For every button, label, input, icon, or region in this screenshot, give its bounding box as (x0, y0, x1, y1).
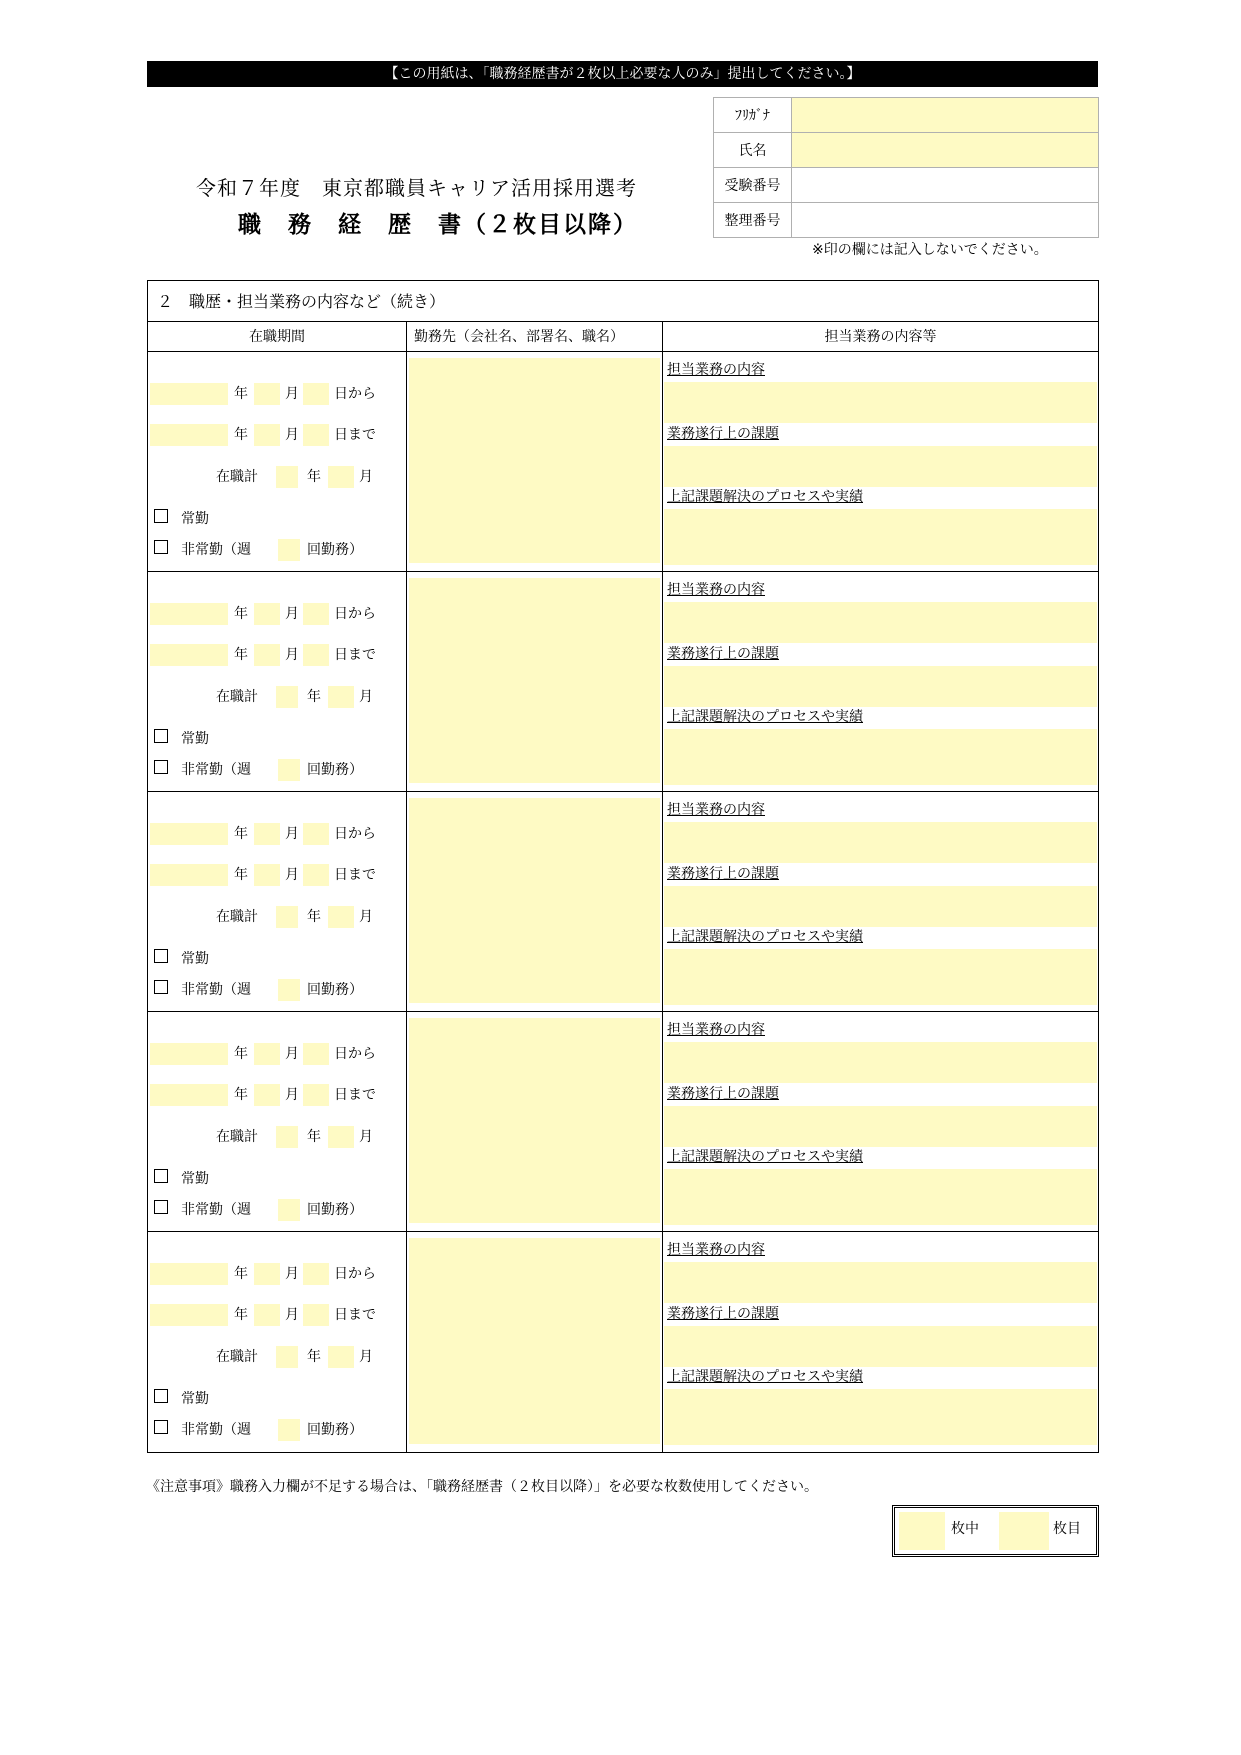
exam-number-label: 受験番号 (714, 168, 792, 203)
day-from-label: 日から (334, 1046, 376, 1062)
start-year-field[interactable] (150, 1263, 228, 1285)
total-tenure-label: 在職計 (216, 1349, 258, 1365)
duty-process-field[interactable] (664, 509, 1097, 565)
employment-period-cell (148, 352, 407, 571)
parttime-suffix-label: 回勤務） (307, 982, 363, 998)
parttime-checkbox[interactable] (154, 540, 168, 554)
year-label: 年 (307, 689, 321, 705)
end-day-field[interactable] (303, 424, 329, 446)
year-label: 年 (234, 386, 248, 402)
total-tenure-label: 在職計 (216, 1129, 258, 1145)
employer-cell (407, 1012, 663, 1231)
duty-process-label: 上記課題解決のプロセスや実績 (667, 709, 863, 725)
furigana-label: ﾌﾘｶﾞﾅ (714, 98, 792, 133)
page-number-label: 枚目 (1053, 1521, 1081, 1537)
end-day-field[interactable] (303, 644, 329, 666)
total-years-field[interactable] (276, 686, 298, 708)
employment-period-cell (148, 792, 407, 1011)
month-label: 月 (359, 1349, 373, 1365)
month-label: 月 (285, 867, 299, 883)
start-year-field[interactable] (150, 823, 228, 845)
month-label: 月 (359, 909, 373, 925)
days-per-week-field[interactable] (278, 1419, 300, 1441)
duty-issues-label: 業務遂行上の課題 (667, 426, 779, 442)
applicant-id-table (713, 97, 1099, 238)
year-label: 年 (307, 909, 321, 925)
duty-process-label: 上記課題解決のプロセスや実績 (667, 929, 863, 945)
year-label: 年 (234, 867, 248, 883)
duties-cell (663, 1232, 1098, 1452)
name-label: 氏名 (714, 133, 792, 168)
column-header-employer: 勤務先（会社名、部署名、職名） (407, 322, 663, 352)
month-label: 月 (285, 386, 299, 402)
fulltime-checkbox[interactable] (154, 1169, 168, 1183)
form-subtitle: 令和７年度 東京都職員キャリア活用採用選考 (196, 176, 637, 200)
month-label: 月 (285, 1087, 299, 1103)
end-year-field[interactable] (150, 1304, 228, 1326)
month-label: 月 (285, 1266, 299, 1282)
parttime-suffix-label: 回勤務） (307, 1202, 363, 1218)
reference-number-field (792, 203, 1099, 238)
fulltime-checkbox[interactable] (154, 729, 168, 743)
start-month-field[interactable] (254, 1263, 280, 1285)
reference-number-label: 整理番号 (714, 203, 792, 238)
start-day-field[interactable] (303, 1043, 329, 1065)
total-months-field[interactable] (328, 686, 354, 708)
year-label: 年 (234, 1087, 248, 1103)
end-month-field[interactable] (254, 424, 280, 446)
days-per-week-field[interactable] (278, 759, 300, 781)
start-year-field[interactable] (150, 603, 228, 625)
end-day-field[interactable] (303, 1084, 329, 1106)
duty-content-label: 担当業務の内容 (667, 1022, 765, 1038)
year-label: 年 (234, 647, 248, 663)
employer-field[interactable] (409, 798, 660, 1003)
day-to-label: 日まで (334, 647, 376, 663)
duty-issues-field[interactable] (664, 1106, 1097, 1147)
job-entry-row (148, 792, 1098, 1012)
start-day-field[interactable] (303, 823, 329, 845)
job-entry-row (148, 352, 1098, 572)
parttime-label: 非常勤（週 (181, 762, 251, 778)
year-label: 年 (307, 469, 321, 485)
section-heading: ２ 職歴・担当業務の内容など（続き） (148, 281, 1098, 322)
start-day-field[interactable] (303, 383, 329, 405)
total-months-field[interactable] (328, 1346, 354, 1368)
job-entry-row (148, 1232, 1098, 1452)
duty-process-field[interactable] (664, 949, 1097, 1005)
duty-content-field[interactable] (664, 1042, 1097, 1083)
job-entry-row (148, 572, 1098, 792)
start-month-field[interactable] (254, 383, 280, 405)
duties-cell (663, 1012, 1098, 1231)
end-year-field[interactable] (150, 1084, 228, 1106)
end-year-field[interactable] (150, 864, 228, 886)
day-to-label: 日まで (334, 427, 376, 443)
duty-content-field[interactable] (664, 822, 1097, 863)
month-label: 月 (359, 469, 373, 485)
year-label: 年 (234, 826, 248, 842)
end-day-field[interactable] (303, 864, 329, 886)
month-label: 月 (285, 606, 299, 622)
employer-field[interactable] (409, 1238, 660, 1444)
column-header-period: 在職期間 (148, 322, 407, 352)
duty-issues-field[interactable] (664, 1326, 1097, 1367)
duty-content-label: 担当業務の内容 (667, 1242, 765, 1258)
parttime-label: 非常勤（週 (181, 1422, 251, 1438)
year-label: 年 (234, 1266, 248, 1282)
duty-issues-label: 業務遂行上の課題 (667, 866, 779, 882)
notice-banner: 【この用紙は、「職務経歴書が２枚以上必要な人のみ」提出してください。】 (147, 61, 1098, 87)
duty-issues-label: 業務遂行上の課題 (667, 1306, 779, 1322)
year-label: 年 (307, 1129, 321, 1145)
fulltime-checkbox[interactable] (154, 509, 168, 523)
year-label: 年 (234, 606, 248, 622)
page-number-field[interactable] (999, 1512, 1049, 1550)
end-month-field[interactable] (254, 1084, 280, 1106)
employer-cell (407, 352, 663, 571)
duty-process-label: 上記課題解決のプロセスや実績 (667, 1149, 863, 1165)
total-tenure-label: 在職計 (216, 689, 258, 705)
total-pages-label: 枚中 (951, 1521, 979, 1537)
start-year-field[interactable] (150, 1043, 228, 1065)
day-from-label: 日から (334, 386, 376, 402)
total-tenure-label: 在職計 (216, 469, 258, 485)
year-label: 年 (307, 1349, 321, 1365)
total-years-field[interactable] (276, 466, 298, 488)
exam-number-field (792, 168, 1099, 203)
day-from-label: 日から (334, 606, 376, 622)
parttime-checkbox[interactable] (154, 1200, 168, 1214)
employment-period-cell (148, 1012, 407, 1231)
duties-cell (663, 792, 1098, 1011)
job-entry-row (148, 1012, 1098, 1232)
id-note: ※印の欄には記入しないでください。 (812, 242, 1048, 258)
employer-field[interactable] (409, 1018, 660, 1223)
end-month-field[interactable] (254, 864, 280, 886)
employer-cell (407, 572, 663, 791)
parttime-label: 非常勤（週 (181, 542, 251, 558)
parttime-label: 非常勤（週 (181, 982, 251, 998)
duty-process-field[interactable] (664, 729, 1097, 785)
employer-field[interactable] (409, 578, 660, 783)
duty-issues-label: 業務遂行上の課題 (667, 646, 779, 662)
days-per-week-field[interactable] (278, 979, 300, 1001)
fulltime-label: 常勤 (181, 1171, 209, 1187)
parttime-suffix-label: 回勤務） (307, 542, 363, 558)
duty-issues-label: 業務遂行上の課題 (667, 1086, 779, 1102)
day-to-label: 日まで (334, 1087, 376, 1103)
duties-cell (663, 572, 1098, 791)
end-month-field[interactable] (254, 1304, 280, 1326)
end-year-field[interactable] (150, 644, 228, 666)
duty-content-field[interactable] (664, 382, 1097, 423)
month-label: 月 (285, 647, 299, 663)
day-from-label: 日から (334, 826, 376, 842)
total-months-field[interactable] (328, 466, 354, 488)
duty-issues-field[interactable] (664, 446, 1097, 487)
month-label: 月 (285, 1046, 299, 1062)
employer-cell (407, 1232, 663, 1452)
total-pages-field[interactable] (899, 1512, 945, 1550)
parttime-checkbox[interactable] (154, 980, 168, 994)
month-label: 月 (285, 1307, 299, 1323)
duty-process-label: 上記課題解決のプロセスや実績 (667, 489, 863, 505)
form-title: 職 務 経 歴 書（２枚目以降） (238, 212, 638, 238)
fulltime-label: 常勤 (181, 731, 209, 747)
start-month-field[interactable] (254, 823, 280, 845)
start-day-field[interactable] (303, 603, 329, 625)
month-label: 月 (359, 689, 373, 705)
duty-content-label: 担当業務の内容 (667, 582, 765, 598)
fulltime-checkbox[interactable] (154, 949, 168, 963)
month-label: 月 (359, 1129, 373, 1145)
duty-process-field[interactable] (664, 1389, 1097, 1445)
employment-period-cell (148, 572, 407, 791)
year-label: 年 (234, 427, 248, 443)
end-day-field[interactable] (303, 1304, 329, 1326)
fulltime-label: 常勤 (181, 511, 209, 527)
year-label: 年 (234, 1046, 248, 1062)
start-year-field[interactable] (150, 383, 228, 405)
end-month-field[interactable] (254, 644, 280, 666)
notes: 《注意事項》職務入力欄が不足する場合は、「職務経歴書（２枚目以降）」を必要な枚数使用してください。 (146, 1479, 818, 1495)
duty-content-label: 担当業務の内容 (667, 802, 765, 818)
duty-issues-field[interactable] (664, 666, 1097, 707)
days-per-week-field[interactable] (278, 539, 300, 561)
employer-field[interactable] (409, 358, 660, 563)
total-years-field[interactable] (276, 1126, 298, 1148)
work-history-table (147, 280, 1099, 1453)
furigana-field[interactable] (792, 98, 1099, 133)
day-from-label: 日から (334, 1266, 376, 1282)
parttime-suffix-label: 回勤務） (307, 1422, 363, 1438)
duty-content-label: 担当業務の内容 (667, 362, 765, 378)
day-to-label: 日まで (334, 867, 376, 883)
employer-cell (407, 792, 663, 1011)
column-header-duties: 担当業務の内容等 (663, 322, 1098, 352)
total-tenure-label: 在職計 (216, 909, 258, 925)
duty-issues-field[interactable] (664, 886, 1097, 927)
parttime-label: 非常勤（週 (181, 1202, 251, 1218)
start-month-field[interactable] (254, 1043, 280, 1065)
duty-process-label: 上記課題解決のプロセスや実績 (667, 1369, 863, 1385)
parttime-suffix-label: 回勤務） (307, 762, 363, 778)
total-years-field[interactable] (276, 906, 298, 928)
year-label: 年 (234, 1307, 248, 1323)
month-label: 月 (285, 427, 299, 443)
duty-content-field[interactable] (664, 1262, 1097, 1303)
month-label: 月 (285, 826, 299, 842)
name-field[interactable] (792, 133, 1099, 168)
day-to-label: 日まで (334, 1307, 376, 1323)
duty-content-field[interactable] (664, 602, 1097, 643)
total-months-field[interactable] (328, 906, 354, 928)
parttime-checkbox[interactable] (154, 760, 168, 774)
fulltime-checkbox[interactable] (154, 1389, 168, 1403)
fulltime-label: 常勤 (181, 951, 209, 967)
start-month-field[interactable] (254, 603, 280, 625)
days-per-week-field[interactable] (278, 1199, 300, 1221)
end-year-field[interactable] (150, 424, 228, 446)
duty-process-field[interactable] (664, 1169, 1097, 1225)
start-day-field[interactable] (303, 1263, 329, 1285)
page-count-box (892, 1505, 1099, 1557)
parttime-checkbox[interactable] (154, 1420, 168, 1434)
duties-cell (663, 352, 1098, 571)
employment-period-cell (148, 1232, 407, 1452)
total-months-field[interactable] (328, 1126, 354, 1148)
total-years-field[interactable] (276, 1346, 298, 1368)
fulltime-label: 常勤 (181, 1391, 209, 1407)
